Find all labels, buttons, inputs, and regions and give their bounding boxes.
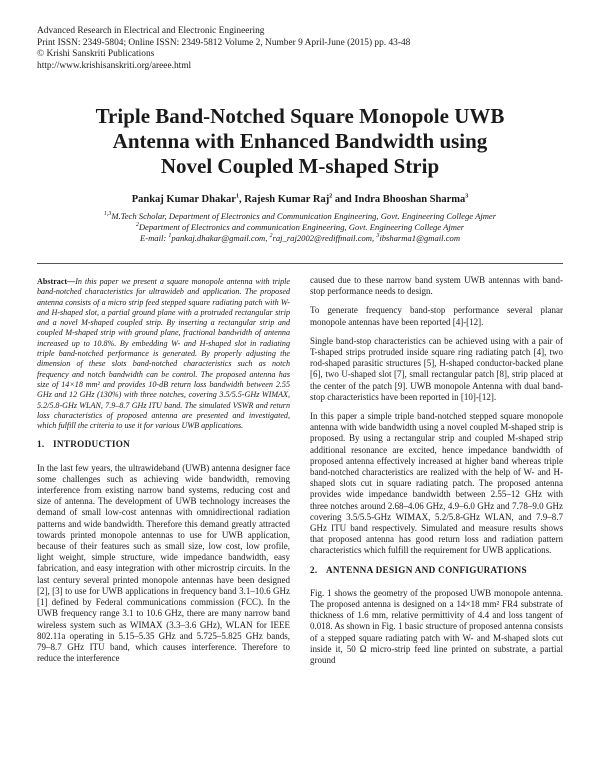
journal-url[interactable]: http://www.krishisanskriti.org/areee.html — [37, 60, 192, 71]
email-sup: 1 — [168, 232, 172, 239]
journal-name: Advanced Research in Electrical and Electronic Engineering — [37, 26, 265, 36]
author-sup: 3 — [465, 193, 469, 200]
email-prefix: E-mail: — [139, 232, 169, 243]
section-title: ANTENNA DESIGN AND CONFIGURATIONS — [326, 564, 527, 575]
email-address[interactable]: pankaj.dhakar@gmail.com, — [171, 232, 270, 243]
author-list — [30, 194, 570, 205]
paragraph: Fig. 1 shows the geometry of the proposed UWB monopole antenna. The proposed antenna is designed on a 14×18 mm² FR4 substrate of thickness of 1.6 mm, relative permittivity of 4.4 and loss tangent of 0.018. As shown in Fig. 1 basic structure of proposed antenna consists of a stepped square radiating patch with W- and M-shaped slots cut inside it, 50 Ω micro-strip feed line printed on substrate, a partial ground — [310, 587, 563, 666]
author-sup: 2 — [329, 193, 333, 200]
section-title: INTRODUCTION — [53, 439, 131, 450]
author-separator: and — [332, 194, 355, 205]
header-divider — [37, 263, 563, 264]
left-column — [37, 277, 290, 672]
right-column — [310, 275, 563, 674]
title-line: Antenna with Enhanced Bandwidth using — [112, 129, 488, 153]
paper-title — [30, 104, 570, 179]
email-address[interactable]: ibsharma1@gmail.com — [379, 232, 461, 243]
abstract-label: Abstract — [37, 277, 68, 286]
journal-issn: Print ISSN: 2349-5804; Online ISSN: 2349-5812 Volume 2, Number 9 April-June (2015) pp. 43-48 — [37, 37, 411, 48]
email-address[interactable]: raj_raj2002@rediffmail.com, — [272, 232, 377, 243]
affil-sup: 2 — [135, 221, 139, 228]
email-sup: 2 — [269, 232, 273, 239]
author-name: Rajesh Kumar Raj — [244, 194, 330, 205]
section-number: 1. — [37, 439, 45, 450]
affiliation-line — [30, 211, 570, 222]
abstract — [37, 277, 290, 431]
title-line: Novel Coupled M-shaped Strip — [160, 154, 440, 178]
affil-sup: 1,3 — [103, 211, 112, 218]
author-name: Pankaj Kumar Dhakar — [131, 194, 236, 205]
paragraph: caused due to these narrow band system UWB antennas with band-stop performance needs to design. — [310, 275, 563, 297]
author-sup: 1 — [235, 193, 239, 200]
affiliations — [30, 211, 570, 243]
paragraph: In this paper a simple triple band-notched stepped square monopole antenna with wide bandwidth using a novel coupled M-shaped strip is proposed. By using a rectangular strip and coupled M-shaped strip additional resonance are excited, hence impedance bandwidth of proposed antenna effectively increased at higher band whereas triple band-notched characteristics are realized with the help of W- and H-shaped slots cut in square radiating patch. The proposed antenna provides wide impedance bandwidth between 2.55–12 GHz with three notches around 2.68–4.06 GHz, 4.9–6.0 GHz and 7.78–9.0 GHz covering 3.5/5.5-GHz WIMAX, 5.2/5.8-GHz WLAN, and 7.9–8.7 GHz ITU band respectively. Simulated and measure results shows that proposed antenna has good return loss and radiation pattern characteristics which fulfill the requirement for UWB applications. — [310, 411, 563, 556]
title-line: Triple Band-Notched Square Monopole UWB — [95, 104, 505, 128]
journal-header — [37, 26, 410, 72]
affil-text: Department of Electronics and communication Engineering, Govt. Engineering College Ajmer — [138, 221, 465, 232]
email-sup: 3 — [376, 232, 380, 239]
author-name: Indra Bhooshan Sharma — [354, 194, 466, 205]
section-heading-antenna-design — [310, 565, 563, 576]
paragraph: In the last few years, the ultrawideband (UWB) antenna designer face some challenges such as achieving wide bandwidth, removing interference from existing narrow band systems, reducing cost and size of antenna. The development of UWB technology increases the demand of small low-cost antennas with omnidirectional radiation patterns and wide bandwidth. Therefore this demand greatly attracted towards printed monopole antennas to use for UWB application, because of their features such as small size, low cost, low profile, light weight, simple structure, wide impedance bandwidth, easy fabrication, and easy integration with other microstrip circuits. In the last century several printed monopole antennas have been designed [2], [3] to use for UWB applications in frequency band 3.1–10.6 GHz [1] defined by Federal communications commission (FCC). In the UWB frequency range 3.1 to 10.6 GHz, there are many narrow band wireless system such as WIMAX (3.3–3.6 GHz), WLAN for IEEE 802.11a operating in 5.15–5.35 GHz and 5.725–5.825 GHz bands, 79–8.7 GHz ITU band, which causes interference. Therefore to reduce the interference — [37, 462, 290, 664]
affiliation-line — [30, 222, 570, 233]
section-number: 2. — [310, 564, 318, 575]
paragraph: Single band-stop characteristics can be achieved using with a pair of T-shaped strips protruded inside square ring radiating patch [4], two rod-shaped parasitic structures [5], H-shaped conductor-backed plane [6], two U-shaped slot [7], small rectangular patch [8], strip placed at the center of the patch [9]. UWB monopole Antenna with dual band-stop characteristics have been reported in [10]-[12]. — [310, 335, 563, 402]
journal-publisher: © Krishi Sanskriti Publications — [37, 49, 155, 60]
author-separator: , — [238, 194, 245, 205]
email-line — [30, 233, 570, 244]
paragraph: To generate frequency band-stop performance several planar monopole antennas have been reported [4]-[12]. — [310, 305, 563, 327]
affil-text: M.Tech Scholar, Department of Electronics and Communication Engineering, Govt. Engineering College Ajmer — [111, 211, 497, 221]
abstract-text: In this paper we present a square monopole antenna with triple band-notched characteristics for ultrawideb and application. The proposed antenna consists of a micro strip feed stepped square radiating patch with W- and H-shaped slot, a partial ground plane with a protruded rectangular strip and a novel M-shaped coupled strip. By inserting a rectangular strip and coupled M-shaped strip with ground plane, fractional bandwidth of antenna increased up to 10.8%. By embedding W- and H-shaped slot in radiating triple band-notched performance is generated. By properly adjusting the dimension of these slots band-notched characteristics such as notch frequency and notch bandwidth can be control. The proposed antenna has size of 14×18 mm² and provides 10-dB return loss bandwidth between 2.55 GHz and 12 GHz (130%) with three notches, covering 3.5/5.5-GHz WIMAX, 5.2/5.8-GHz WLAN, 7.9–8.7 GHz ITU band. The simulated VSWR and return loss characteristics of proposed antenna are presented and investigated, which fulfill the criteria to use it for various UWB applications. — [37, 277, 290, 431]
section-heading-introduction — [37, 439, 290, 450]
abstract-dash: — — [67, 277, 76, 286]
